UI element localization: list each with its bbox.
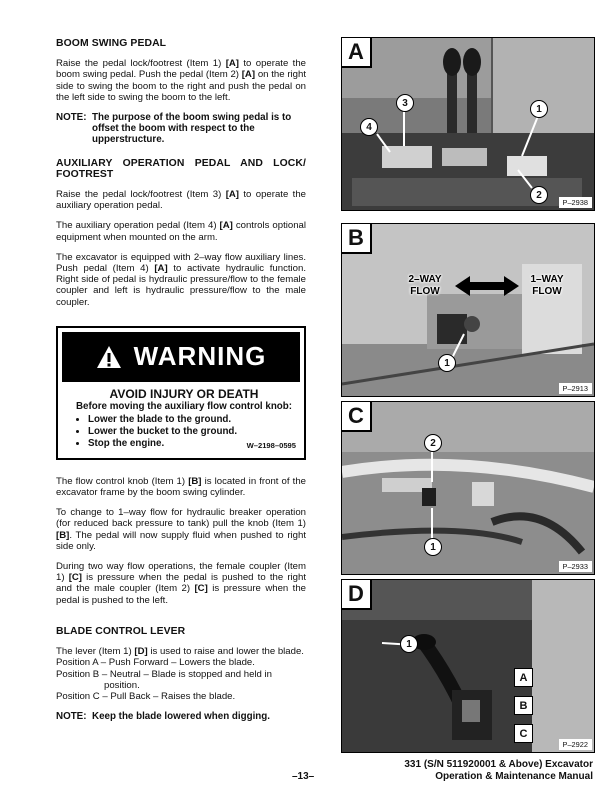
change-flow-paragraph: To change to 1–way flow for hydraulic breaker operation (for reduced back pressure to tank) pull the knob (Item 1) [B]. The pedal will now supply fluid when pushed to right side only. — [56, 507, 306, 552]
warning-code: W–2198–0595 — [246, 440, 296, 450]
warning-body — [62, 382, 300, 454]
text-column — [56, 38, 306, 734]
figure-d — [341, 579, 595, 753]
callout-2: 2 — [424, 434, 442, 452]
note-blade: NOTE: Keep the blade lowered when digging. — [56, 711, 270, 723]
position-b-cont: position. — [104, 679, 140, 691]
figure-d-code: P–2922 — [559, 739, 592, 750]
figure-a-photo — [342, 38, 594, 210]
figure-a — [341, 37, 595, 211]
boom-swing-paragraph: Raise the pedal lock/footrest (Item 1) [A] to operate the boom swing pedal. Push the pedal (Item 2) [A] on the right side to swing the boom to the right and push the pedal on the left side to swing the boom to the left. — [56, 58, 307, 103]
warning-title: WARNING — [133, 341, 267, 372]
aux-paragraph-2: The auxiliary operation pedal (Item 4) [A] controls optional equipment when mounted on the arm. — [56, 220, 306, 243]
position-a-tag: A — [514, 668, 533, 687]
boom-swing-heading: BOOM SWING PEDAL — [56, 38, 167, 49]
callout-1: 1 — [400, 635, 418, 653]
page-number: –13– — [292, 771, 315, 782]
figure-c-photo — [342, 402, 594, 574]
warning-item: • Stop the engine. — [88, 438, 296, 450]
warning-triangle-icon — [96, 345, 122, 369]
warning-line1: AVOID INJURY OR DEATH — [109, 386, 259, 401]
callout-1: 1 — [424, 538, 442, 556]
position-c-tag: C — [514, 724, 533, 743]
figure-b-label: B — [342, 224, 372, 254]
figure-a-label: A — [342, 38, 372, 68]
aux-pedal-heading: AUXILIARY OPERATION PEDAL AND LOCK/ FOOTREST — [56, 157, 306, 180]
two-way-paragraph: During two way flow operations, the female coupler (Item 1) [C] is pressure when the pedal is pushed to the right and the male coupler (Item 2) [C] is pressure when the pedal is pushed to the left. — [56, 561, 306, 606]
figure-d-label: D — [342, 580, 372, 610]
blade-paragraph: The lever (Item 1) [D] is used to raise and lower the blade. Position A – Push Forward – Lowers the blade. Position B – Neutral – Blade is stopped and held in position. Position C – Pull Back – Raises the blade. — [56, 646, 306, 702]
figure-c-label: C — [342, 402, 372, 432]
position-b: Position B – Neutral – Blade is stopped and held in — [56, 668, 272, 680]
callout-1: 1 — [438, 354, 456, 372]
callout-1: 1 — [530, 100, 548, 118]
figure-d-photo — [342, 580, 594, 752]
blade-control-heading: BLADE CONTROL LEVER — [56, 625, 186, 637]
warning-line2: Before moving the auxiliary flow control knob: — [75, 400, 293, 412]
aux-paragraph-3: The excavator is equipped with 2–way flow auxiliary lines. Push pedal (Item 4) [A] to activate hydraulic function. Right side of pedal is hydraulic pressure/flow to the female coupler and left is hydraulic pressure/flow to the male coupler. — [56, 251, 307, 308]
warning-item: • Lower the bucket to the ground. — [88, 426, 296, 438]
note-boom-swing: NOTE: The purpose of the boom swing pedal is to offset the boom with respect to the upperstructure. — [56, 112, 292, 146]
figure-b — [341, 223, 595, 397]
two-way-flow-label: 2–WAY FLOW — [408, 274, 442, 297]
aux-paragraph-1: Raise the pedal lock/footrest (Item 3) [A] to operate the auxiliary operation pedal. — [56, 189, 307, 212]
callout-2: 2 — [530, 186, 548, 204]
figure-c-code: P–2933 — [559, 561, 592, 572]
position-a: Position A – Push Forward – Lowers the blade. — [56, 657, 255, 669]
figure-c — [341, 401, 595, 575]
figure-b-code: P–2913 — [559, 383, 592, 394]
callout-4: 4 — [360, 118, 378, 136]
knob-paragraph: The flow control knob (Item 1) [B] is located in front of the excavator frame by the boom swing cylinder. — [56, 475, 306, 499]
footer-title: 331 (S/N 511920001 & Above) Excavator Operation & Maintenance Manual — [404, 759, 593, 782]
warning-box — [56, 326, 306, 460]
figure-b-photo — [342, 224, 594, 396]
position-c: Position C – Pull Back – Raises the blade. — [56, 690, 236, 702]
warning-item: • Lower the blade to the ground. — [88, 414, 296, 426]
figure-a-code: P–2938 — [559, 197, 592, 208]
callout-3: 3 — [396, 94, 414, 112]
warning-header — [62, 332, 300, 382]
one-way-flow-label: 1–WAY FLOW — [530, 274, 564, 297]
position-b-tag: B — [514, 696, 533, 715]
